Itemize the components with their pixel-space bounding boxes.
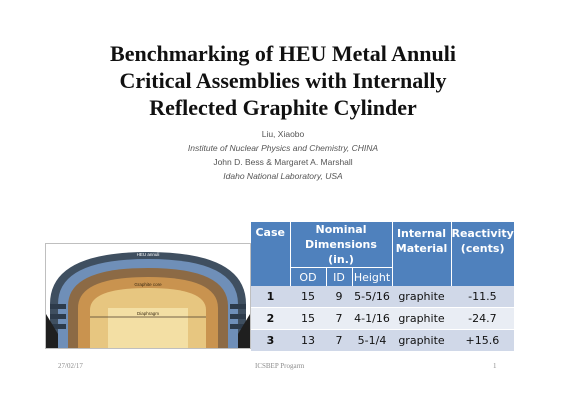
cell-height: 5-1/4 (352, 330, 392, 352)
header-reactivity-line-1: Reactivity (451, 227, 514, 240)
assembly-drawing (46, 244, 250, 348)
header-internal-line-1: Internal (396, 227, 447, 240)
cell-material: graphite (392, 286, 451, 308)
label-heu-annuli: HEU annuli (136, 252, 160, 257)
footer-page-number: 1 (493, 362, 497, 370)
table-row (251, 330, 514, 352)
assembly-cross-section-figure (45, 243, 251, 349)
header-height: Height (352, 268, 392, 287)
header-case: Case (251, 222, 290, 286)
header-nominal-line-1: Nominal (315, 223, 367, 236)
cell-case: 2 (251, 308, 290, 330)
cell-id: 7 (326, 330, 352, 352)
header-id: ID (326, 268, 352, 287)
header-internal-material (392, 222, 451, 286)
cell-id: 7 (326, 308, 352, 330)
benchmark-table (251, 222, 514, 352)
table-row (251, 308, 514, 330)
footer-date: 27/02/17 (58, 362, 83, 370)
cell-case: 1 (251, 286, 290, 308)
author-block (83, 127, 483, 183)
header-reactivity (451, 222, 514, 286)
affiliation-1: Institute of Nuclear Physics and Chemistry, CHINA (187, 143, 379, 153)
cell-height: 5-5/16 (352, 286, 392, 308)
header-od: OD (290, 268, 326, 287)
header-nominal-dimensions (290, 222, 392, 268)
label-diaphragm: Diaphragm (136, 311, 160, 316)
cell-reactivity: -11.5 (451, 286, 514, 308)
affiliation-2: Idaho National Laboratory, USA (223, 171, 343, 181)
cell-case: 3 (251, 330, 290, 352)
title-line-3: Reflected Graphite Cylinder (149, 95, 417, 120)
table-row (251, 286, 514, 308)
author-1: Liu, Xiaobo (261, 129, 305, 139)
cell-height: 4-1/16 (352, 308, 392, 330)
footer-conference: ICSBEP Progarm (255, 362, 305, 370)
cell-material: graphite (392, 308, 451, 330)
cell-od: 13 (290, 330, 326, 352)
author-2: John D. Bess & Margaret A. Marshall (213, 157, 353, 167)
cell-od: 15 (290, 286, 326, 308)
cell-reactivity: -24.7 (451, 308, 514, 330)
header-internal-line-2: Material (395, 242, 448, 255)
title-line-2: Critical Assemblies with Internally (119, 68, 447, 93)
cell-od: 15 (290, 308, 326, 330)
cell-material: graphite (392, 330, 451, 352)
cell-reactivity: +15.6 (451, 330, 514, 352)
header-nominal-line-2: Dimensions (in.) (305, 238, 377, 266)
title-line-1: Benchmarking of HEU Metal Annuli (110, 41, 456, 66)
cell-id: 9 (326, 286, 352, 308)
header-reactivity-line-2: (cents) (460, 242, 505, 255)
label-graphite-core: Graphite core (134, 282, 162, 287)
slide-title (40, 40, 526, 121)
